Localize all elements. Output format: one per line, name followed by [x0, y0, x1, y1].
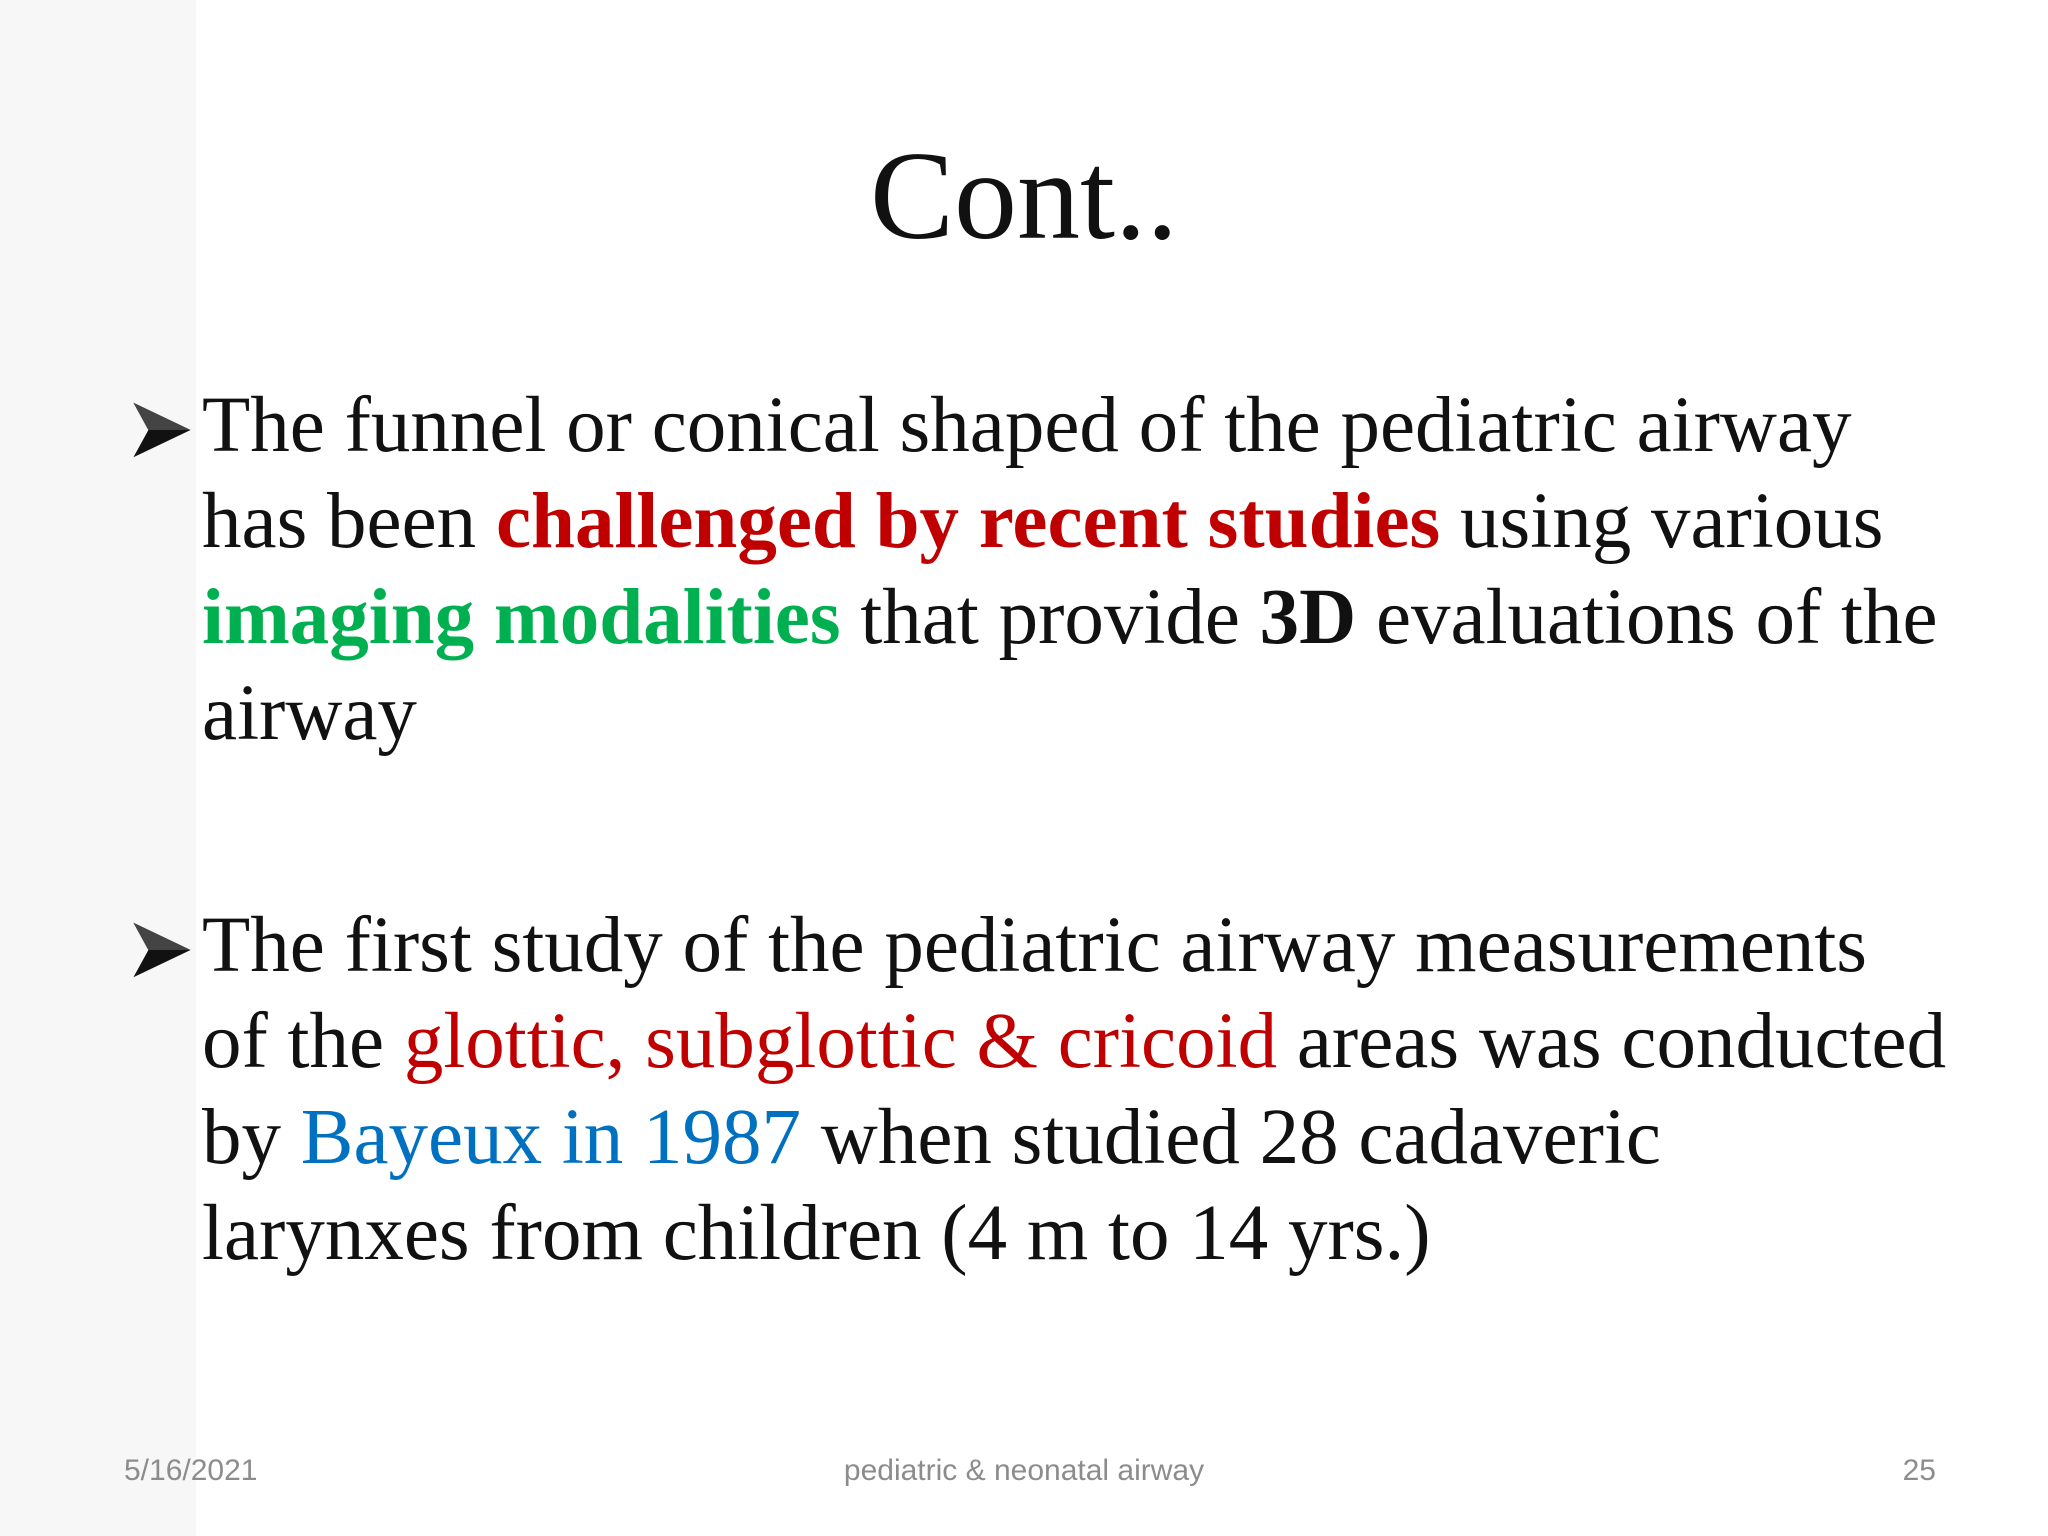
bullet-item-1 — [128, 378, 1948, 762]
bullet-text-2 — [202, 898, 1948, 1282]
arrowhead-bullet-icon — [128, 916, 196, 984]
bullet-2-emphasis-bayeux: Bayeux in 1987 — [300, 1094, 802, 1181]
footer-page-number: 25 — [1902, 1454, 1936, 1487]
bullet-1-emphasis-imaging: imaging modalities — [202, 574, 841, 661]
bullet-1-emphasis-challenged: challenged by recent studies — [495, 478, 1441, 565]
bullet-1-text-plain-2: using various — [1440, 478, 1884, 565]
bullet-1-emphasis-3d: 3D — [1259, 574, 1357, 661]
footer-date: 5/16/2021 — [124, 1454, 258, 1487]
footer-title: pediatric & neonatal airway — [843, 1454, 1205, 1487]
bullet-1-text-plain-4: evaluations of the airway — [202, 574, 1938, 757]
bullet-2-emphasis-areas: glottic, subglottic & cricoid — [403, 998, 1278, 1085]
bullet-1-text-plain-3: that provide — [840, 574, 1260, 661]
bullet-2-text-plain-2: areas was conducted by — [202, 998, 1947, 1181]
arrowhead-bullet-icon — [128, 396, 196, 464]
bullet-1-text-plain: The funnel or conical shaped of the pediatric airway has been — [202, 382, 1852, 565]
bullet-text-1 — [202, 378, 1948, 762]
bullet-item-2 — [128, 898, 1948, 1282]
slide-title: Cont.. — [869, 127, 1179, 266]
bullet-2-text-plain: The first study of the pediatric airway measurements of the — [202, 902, 1868, 1085]
bullet-2-text-plain-3: when studied 28 cadaveric larynxes from children (4 m to 14 yrs.) — [202, 1094, 1661, 1277]
